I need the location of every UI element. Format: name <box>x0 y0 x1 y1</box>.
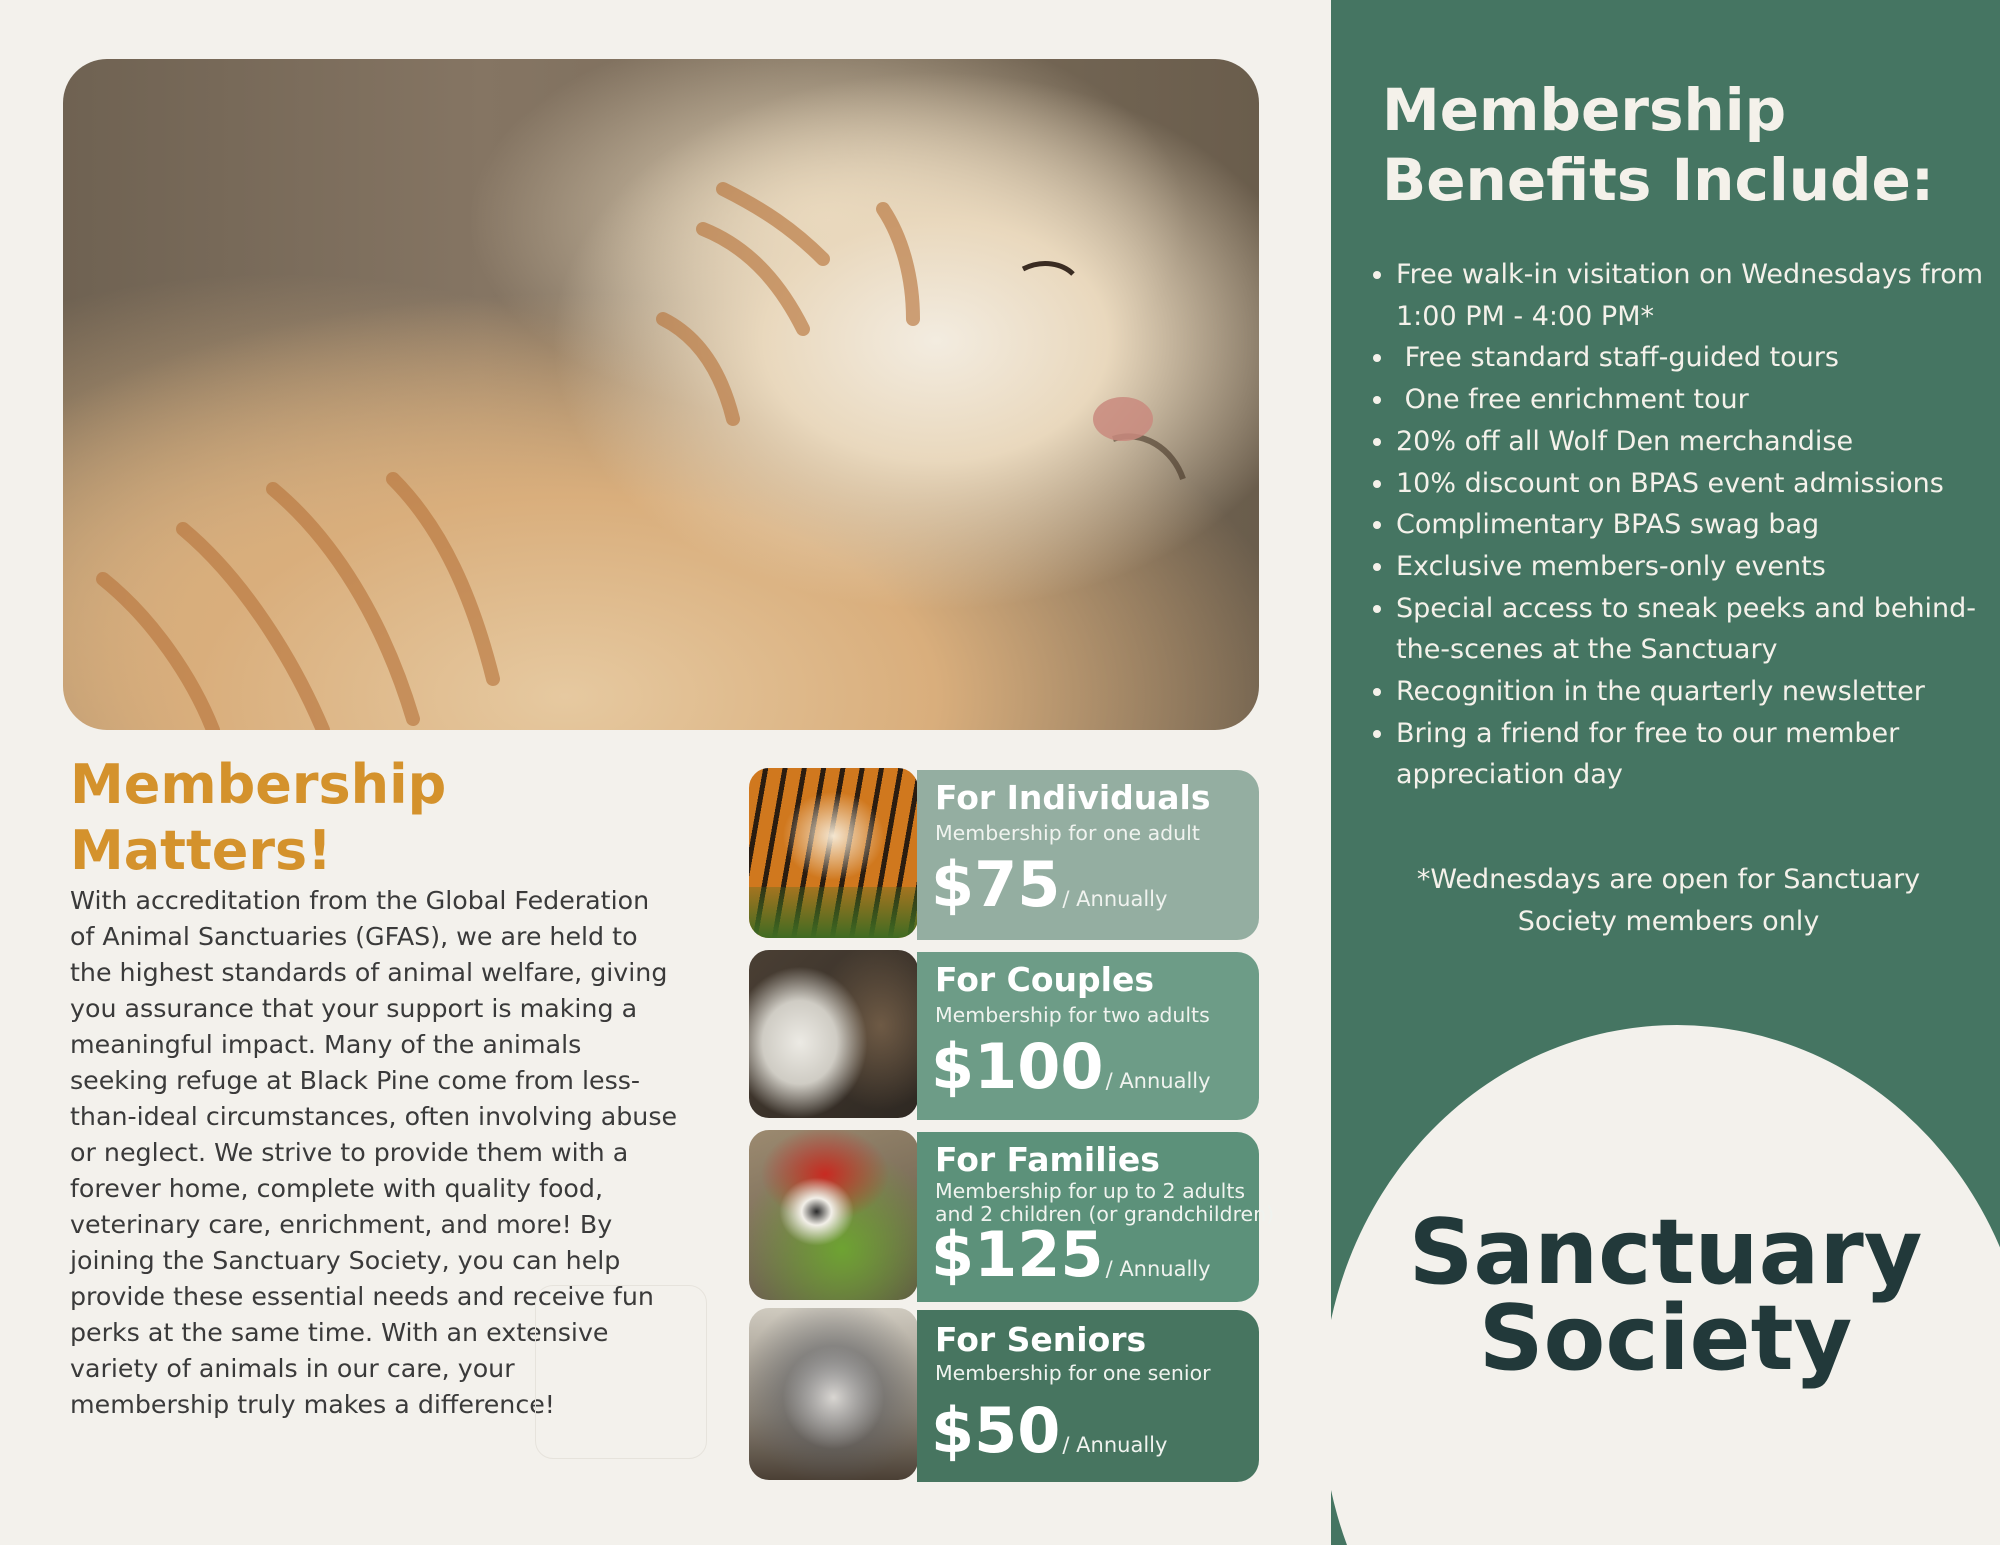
tier-period: / Annually <box>1105 1257 1211 1281</box>
brand-line-2: Society <box>1478 1286 1853 1391</box>
tier-name: For Couples <box>935 960 1154 999</box>
benefit-item: • Free standard staff-guided tours <box>1396 337 2000 379</box>
tier-description-line2: and 2 children (or grandchildren) <box>935 1202 1275 1226</box>
tier-card <box>917 1132 1275 1302</box>
tier-name: For Seniors <box>935 1320 1147 1359</box>
benefit-item: • Special access to sneak peeks and behind-the-scenes at the Sanctuary <box>1396 588 2000 671</box>
parrot-photo-icon <box>747 1128 920 1302</box>
tier-price: $50 <box>931 1394 1061 1467</box>
tier-price-line <box>931 1030 1211 1112</box>
tiger-photo-icon <box>747 766 920 940</box>
tier-price: $75 <box>931 848 1061 921</box>
tier-card <box>917 1310 1259 1482</box>
wednesday-note: *Wednesdays are open for Sanctuary Society members only <box>1416 864 1921 937</box>
sanctuary-society-logo-text <box>1331 1200 2000 1391</box>
tier-name: For Individuals <box>935 778 1211 817</box>
tier-period: / Annually <box>1105 1069 1211 1093</box>
tier-name: For Families <box>935 1140 1160 1179</box>
tier-description: Membership for two adults <box>935 1003 1210 1027</box>
wolves-photo-icon <box>747 948 920 1120</box>
decorative-outline-box <box>535 1285 707 1459</box>
benefit-item: • Recognition in the quarterly newsletter <box>1396 671 2000 713</box>
benefit-item: • Complimentary BPAS swag bag <box>1396 504 2000 546</box>
tier-card <box>917 770 1259 940</box>
tier-price-line <box>931 1394 1168 1476</box>
tier-period: / Annually <box>1062 887 1168 911</box>
tier-description-line1: Membership for up to 2 adults <box>935 1179 1246 1203</box>
tier-seniors <box>747 1306 1259 1482</box>
membership-matters-heading: Membership Matters! <box>70 753 447 882</box>
benefits-list <box>1363 254 2000 796</box>
tier-price-line <box>931 848 1168 930</box>
tier-price: $125 <box>931 1218 1104 1291</box>
benefit-item: • One free enrichment tour <box>1396 379 2000 421</box>
tier-families <box>747 1128 1275 1302</box>
benefits-heading: Membership Benefits Include: <box>1382 76 1935 214</box>
brand-line-1: Sanctuary <box>1408 1200 1923 1305</box>
benefit-item: • Exclusive members-only events <box>1396 546 2000 588</box>
hero-tiger-photo <box>63 59 1259 730</box>
benefit-item: • Bring a friend for free to our member appreciation day <box>1396 713 2000 796</box>
fox-photo-icon <box>747 1306 920 1482</box>
benefit-item: • 20% off all Wolf Den merchandise <box>1396 421 2000 463</box>
tier-description: Membership for one senior <box>935 1361 1211 1385</box>
tier-price: $100 <box>931 1030 1104 1103</box>
tier-individuals <box>747 766 1259 940</box>
tier-description: Membership for one adult <box>935 821 1200 845</box>
benefit-item: • Free walk-in visitation on Wednesdays from 1:00 PM - 4:00 PM* <box>1396 254 2000 337</box>
tier-couples <box>747 948 1259 1120</box>
tier-card <box>917 952 1259 1120</box>
tier-period: / Annually <box>1062 1433 1168 1457</box>
tiger-stripes-graphic <box>63 59 1259 730</box>
membership-matters-body: With accreditation from the Global Federation of Animal Sanctuaries (GFAS), we are held to the highest standards of animal welfare, giving you assurance that your support is making a meaningful impact. Many of the animals seeking refuge at Black Pine come from less-than-ideal circumstances, often involving abuse or neglect. We strive to provide them with a forever home, complete with quality food, veterinary care, enrichment, and more! By joining the Sanctuary Society, you can help provide these essential needs and receive fun perks at the same time. With an extensive variety of animals in our care, your membership truly makes a difference! <box>70 886 678 1419</box>
benefit-item: • 10% discount on BPAS event admissions <box>1396 463 2000 505</box>
tier-price-line <box>931 1218 1211 1300</box>
